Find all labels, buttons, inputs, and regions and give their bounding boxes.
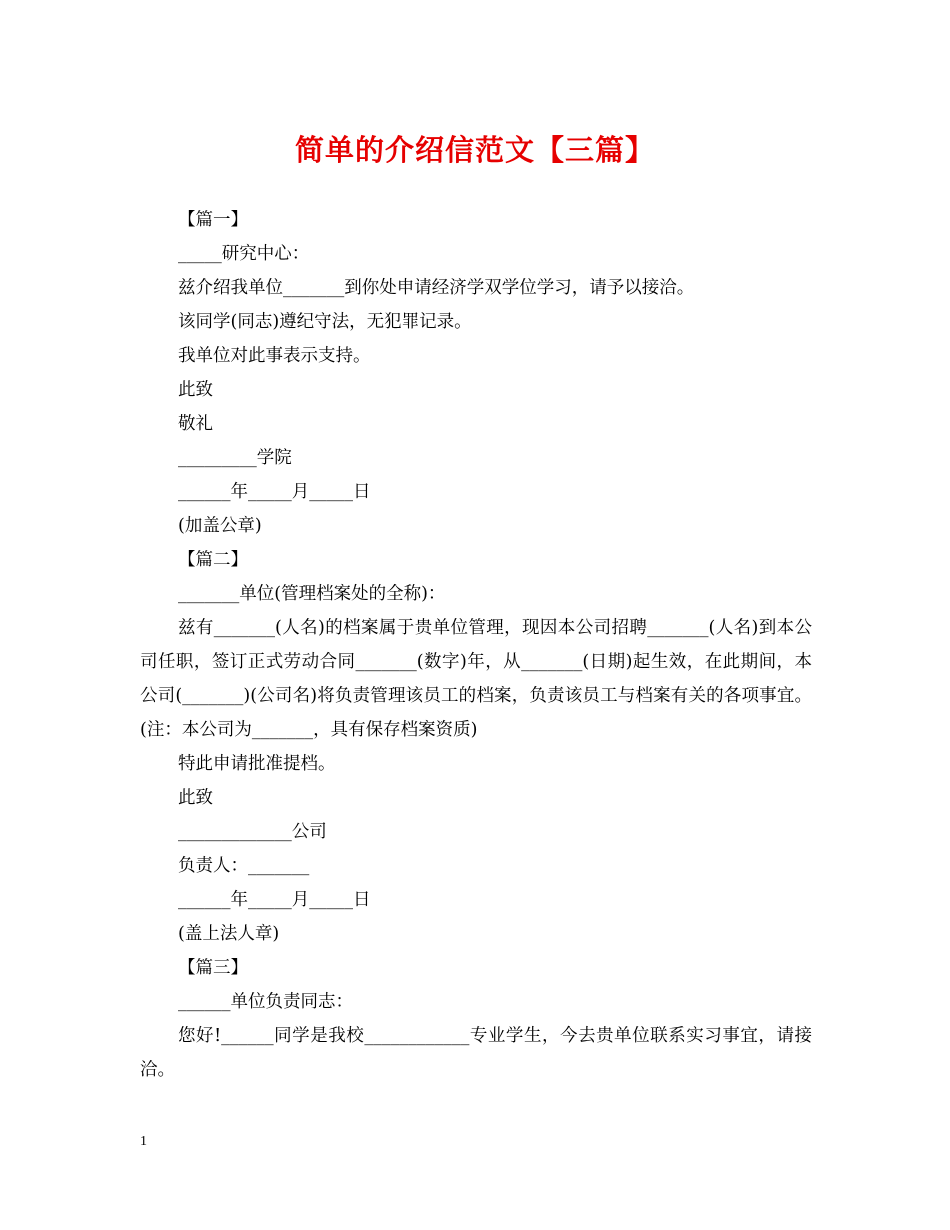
document-body xyxy=(140,203,812,1087)
section3-addressee: ______单位负责同志： xyxy=(178,992,353,1012)
section2-date: ______年_____月_____日 xyxy=(178,890,371,910)
section1-line2: 该同学(同志)遵纪守法，无犯罪记录。 xyxy=(178,312,472,332)
page-number: 1 xyxy=(140,1134,147,1149)
section1-line1: 兹介绍我单位_______到你处申请经济学双学位学习，请予以接洽。 xyxy=(178,278,695,298)
section2-heading: 【篇二】 xyxy=(178,550,248,570)
section2-responsible: 负责人：_______ xyxy=(178,856,310,876)
section3-paragraph: 您好!______同学是我校____________专业学生，今去贵单位联系实习事宜，请接洽。 xyxy=(140,1026,812,1080)
section3-heading: 【篇三】 xyxy=(178,958,248,978)
section1-closing2: 敬礼 xyxy=(178,414,213,434)
section1-signature: _________学院 xyxy=(178,448,292,468)
section1-seal: (加盖公章) xyxy=(178,516,262,536)
section2-company: _____________公司 xyxy=(178,822,327,842)
section2-request: 特此申请批准提档。 xyxy=(178,754,336,774)
document-title: 简单的介绍信范文【三篇】 xyxy=(294,133,655,167)
section2-closing1: 此致 xyxy=(178,788,213,808)
section2-seal: (盖上法人章) xyxy=(178,924,280,944)
section2-addressee: _______单位(管理档案处的全称)： xyxy=(178,584,446,604)
section2-paragraph: 兹有_______(人名)的档案属于贵单位管理，现因本公司招聘_______(人名)到本公司任职，签订正式劳动合同_______(数字)年，从_______(日期)起生效，在此期间，本公司(_______)(公司名)将负责管理该员工的档案，负责该员工与档案有关的各项事宜。(注：本公司为_______，具有保存档案资质) xyxy=(140,618,812,740)
section1-addressee: _____研究中心： xyxy=(178,244,310,264)
section1-closing1: 此致 xyxy=(178,380,213,400)
section1-date: ______年_____月_____日 xyxy=(178,482,371,502)
section1-line3: 我单位对此事表示支持。 xyxy=(178,346,371,366)
section1-heading: 【篇一】 xyxy=(178,210,248,230)
